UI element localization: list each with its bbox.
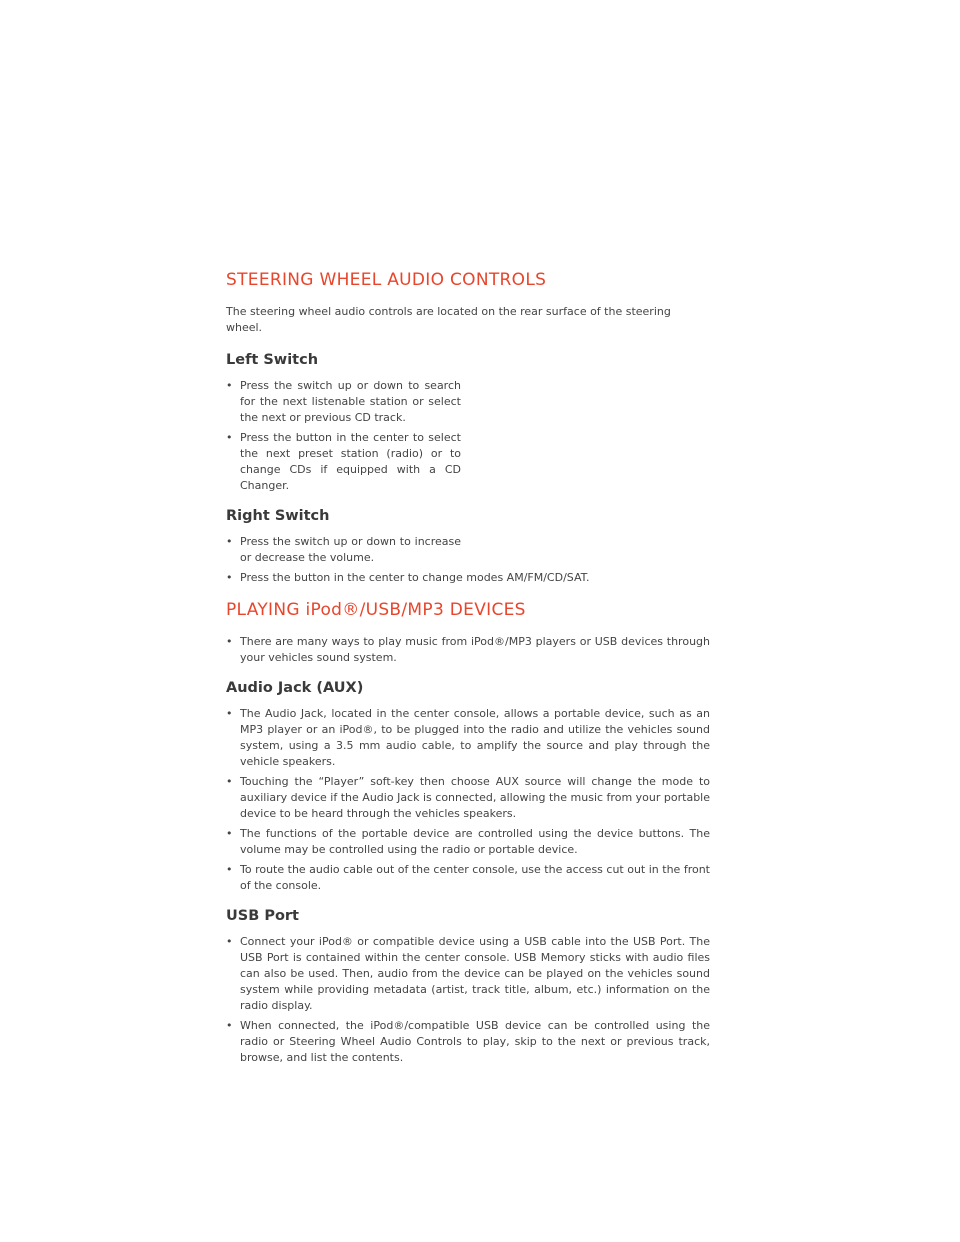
left-switch-list — [226, 378, 710, 494]
manual-page-content — [226, 268, 710, 1078]
playing-intro-list — [226, 634, 710, 666]
list-item: • Press the switch up or down to search for the next listenable station or select the next or previous CD track. — [226, 378, 461, 426]
usb-port-list — [226, 934, 710, 1066]
list-item: • Press the button in the center to select the next preset station (radio) or to change CDs if equipped with a CD Changer. — [226, 430, 461, 494]
section-title-steering-wheel-audio-controls: STEERING WHEEL AUDIO CONTROLS — [226, 270, 547, 290]
right-switch-list — [226, 534, 710, 586]
list-item: • There are many ways to play music from iPod®/MP3 players or USB devices through your vehicles sound system. — [226, 634, 710, 666]
list-item: • When connected, the iPod®/compatible USB device can be controlled using the radio or Steering Wheel Audio Controls to play, skip to the next or previous track, browse, and list the contents. — [226, 1018, 710, 1066]
audio-jack-list — [226, 706, 710, 894]
list-item: • Press the switch up or down to increase or decrease the volume. — [226, 534, 461, 566]
list-item: • The functions of the portable device are controlled using the device buttons. The volume may be controlled using the radio or portable device. — [226, 826, 710, 858]
list-item: • Connect your iPod® or compatible device using a USB cable into the USB Port. The USB Port is contained within the center console. USB Memory sticks with audio files can also be used. Then, audio from the device can be played on the vehicles sound system while providing metadata (artist, track title, album, etc.) information on the radio display. — [226, 934, 710, 1014]
list-item: • The Audio Jack, located in the center console, allows a portable device, such as an MP3 player or an iPod®, to be plugged into the radio and utilize the vehicles sound system, using a 3.5 mm audio cable, to amplify the source and play through the vehicle speakers. — [226, 706, 710, 770]
section-playing-devices — [226, 598, 710, 1066]
subsection-title-right-switch: Right Switch — [226, 508, 330, 524]
steering-intro: The steering wheel audio controls are located on the rear surface of the steering wheel. — [226, 305, 671, 334]
list-item: • Touching the “Player” soft-key then choose AUX source will change the mode to auxiliary device if the Audio Jack is connected, allowing the music from your portable device to be heard through the vehicles speakers. — [226, 774, 710, 822]
list-item: • To route the audio cable out of the center console, use the access cut out in the front of the console. — [226, 862, 710, 894]
list-item: • Press the button in the center to change modes AM/FM/CD/SAT. — [226, 570, 710, 586]
subsection-title-usb-port: USB Port — [226, 908, 299, 924]
section-title-playing-devices: PLAYING iPod®/USB/MP3 DEVICES — [226, 600, 526, 620]
subsection-title-audio-jack: Audio Jack (AUX) — [226, 680, 364, 696]
subsection-title-left-switch: Left Switch — [226, 352, 319, 368]
